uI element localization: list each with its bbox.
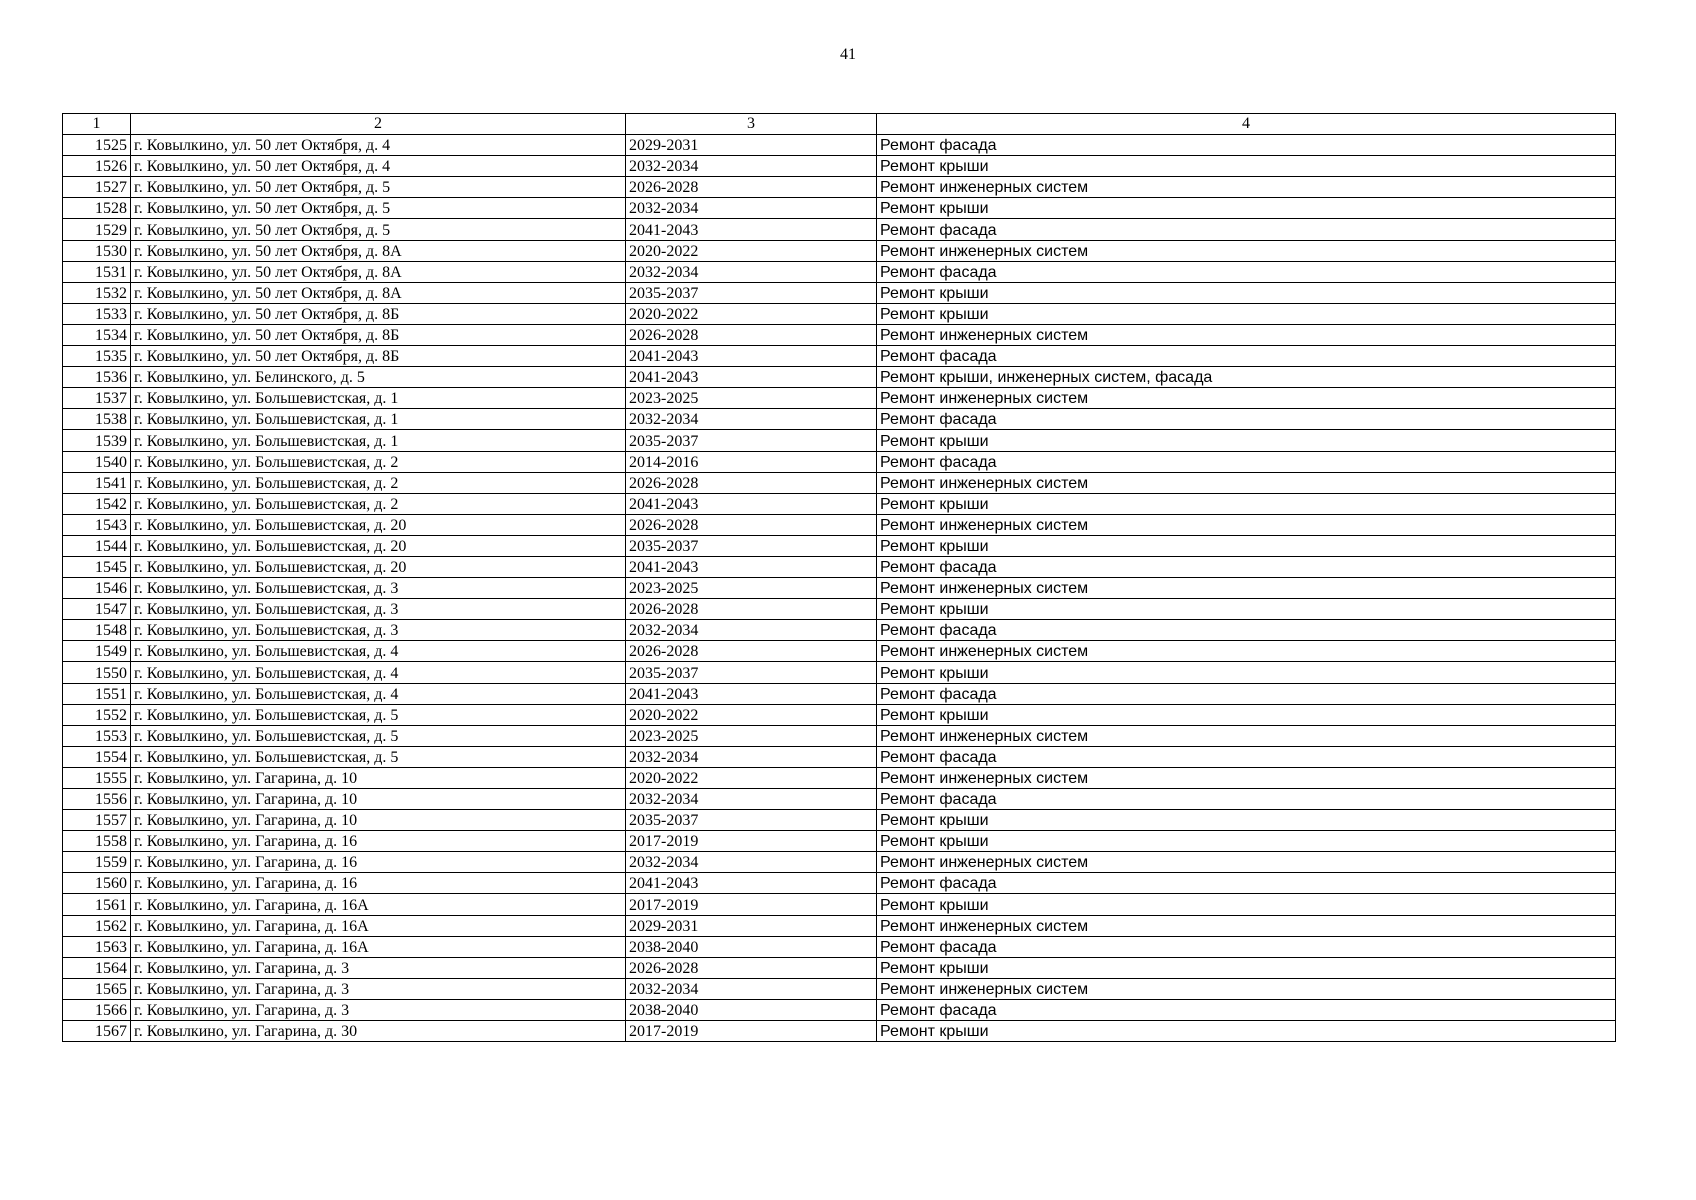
period-cell: 2020-2022 <box>626 704 877 725</box>
row-number-cell: 1535 <box>63 346 131 367</box>
table-row <box>63 767 1616 788</box>
work-type-cell: Ремонт инженерных систем <box>877 240 1616 261</box>
period-cell: 2032-2034 <box>626 261 877 282</box>
period-cell: 2038-2040 <box>626 936 877 957</box>
address-cell: г. Ковылкино, ул. Гагарина, д. 30 <box>131 1021 626 1042</box>
table-row <box>63 240 1616 261</box>
work-type-cell: Ремонт крыши <box>877 282 1616 303</box>
row-number-cell: 1545 <box>63 556 131 577</box>
period-cell: 2032-2034 <box>626 789 877 810</box>
work-type-cell: Ремонт фасада <box>877 451 1616 472</box>
table-row <box>63 704 1616 725</box>
period-cell: 2041-2043 <box>626 219 877 240</box>
row-number-cell: 1555 <box>63 767 131 788</box>
work-type-cell: Ремонт крыши <box>877 1021 1616 1042</box>
address-cell: г. Ковылкино, ул. 50 лет Октября, д. 8Б <box>131 346 626 367</box>
period-cell: 2038-2040 <box>626 999 877 1020</box>
address-cell: г. Ковылкино, ул. Большевистская, д. 4 <box>131 641 626 662</box>
table-row <box>63 367 1616 388</box>
address-cell: г. Ковылкино, ул. Гагарина, д. 16 <box>131 831 626 852</box>
address-cell: г. Ковылкино, ул. Большевистская, д. 5 <box>131 725 626 746</box>
row-number-cell: 1566 <box>63 999 131 1020</box>
address-cell: г. Ковылкино, ул. Большевистская, д. 20 <box>131 535 626 556</box>
table-row <box>63 430 1616 451</box>
work-type-cell: Ремонт инженерных систем <box>877 514 1616 535</box>
address-cell: г. Ковылкино, ул. Большевистская, д. 2 <box>131 451 626 472</box>
address-cell: г. Ковылкино, ул. Большевистская, д. 1 <box>131 430 626 451</box>
address-cell: г. Ковылкино, ул. 50 лет Октября, д. 8А <box>131 240 626 261</box>
row-number-cell: 1556 <box>63 789 131 810</box>
table-row <box>63 873 1616 894</box>
row-number-cell: 1527 <box>63 177 131 198</box>
period-cell: 2035-2037 <box>626 810 877 831</box>
table-row <box>63 978 1616 999</box>
row-number-cell: 1565 <box>63 978 131 999</box>
address-cell: г. Ковылкино, ул. Гагарина, д. 3 <box>131 978 626 999</box>
table-row <box>63 556 1616 577</box>
address-cell: г. Ковылкино, ул. 50 лет Октября, д. 5 <box>131 219 626 240</box>
table-row <box>63 683 1616 704</box>
row-number-cell: 1559 <box>63 852 131 873</box>
period-cell: 2032-2034 <box>626 978 877 999</box>
work-type-cell: Ремонт крыши <box>877 303 1616 324</box>
work-type-cell: Ремонт инженерных систем <box>877 641 1616 662</box>
row-number-cell: 1547 <box>63 599 131 620</box>
work-type-cell: Ремонт крыши <box>877 599 1616 620</box>
period-cell: 2020-2022 <box>626 303 877 324</box>
period-cell: 2023-2025 <box>626 725 877 746</box>
work-type-cell: Ремонт фасада <box>877 873 1616 894</box>
row-number-cell: 1552 <box>63 704 131 725</box>
work-type-cell: Ремонт инженерных систем <box>877 177 1616 198</box>
table-row <box>63 261 1616 282</box>
table-row <box>63 1021 1616 1042</box>
row-number-cell: 1525 <box>63 135 131 156</box>
row-number-cell: 1536 <box>63 367 131 388</box>
page-number: 41 <box>840 46 856 63</box>
table-row <box>63 388 1616 409</box>
row-number-cell: 1567 <box>63 1021 131 1042</box>
address-cell: г. Ковылкино, ул. Большевистская, д. 20 <box>131 556 626 577</box>
period-cell: 2041-2043 <box>626 873 877 894</box>
table-row <box>63 578 1616 599</box>
table-row <box>63 915 1616 936</box>
table-row <box>63 620 1616 641</box>
address-cell: г. Ковылкино, ул. Большевистская, д. 5 <box>131 704 626 725</box>
repair-schedule-table <box>62 113 1616 1042</box>
row-number-cell: 1561 <box>63 894 131 915</box>
work-type-cell: Ремонт фасада <box>877 620 1616 641</box>
table-row <box>63 725 1616 746</box>
row-number-cell: 1554 <box>63 746 131 767</box>
work-type-cell: Ремонт крыши <box>877 810 1616 831</box>
work-type-cell: Ремонт инженерных систем <box>877 388 1616 409</box>
period-cell: 2032-2034 <box>626 852 877 873</box>
period-cell: 2026-2028 <box>626 957 877 978</box>
row-number-cell: 1530 <box>63 240 131 261</box>
period-cell: 2035-2037 <box>626 662 877 683</box>
period-cell: 2035-2037 <box>626 535 877 556</box>
work-type-cell: Ремонт крыши <box>877 957 1616 978</box>
period-cell: 2026-2028 <box>626 641 877 662</box>
period-cell: 2041-2043 <box>626 367 877 388</box>
row-number-cell: 1550 <box>63 662 131 683</box>
work-type-cell: Ремонт фасада <box>877 219 1616 240</box>
period-cell: 2035-2037 <box>626 282 877 303</box>
address-cell: г. Ковылкино, ул. Большевистская, д. 1 <box>131 388 626 409</box>
address-cell: г. Ковылкино, ул. 50 лет Октября, д. 4 <box>131 156 626 177</box>
address-cell: г. Ковылкино, ул. Большевистская, д. 3 <box>131 599 626 620</box>
period-cell: 2032-2034 <box>626 156 877 177</box>
column-header-4: 4 <box>877 114 1616 135</box>
period-cell: 2041-2043 <box>626 683 877 704</box>
row-number-cell: 1546 <box>63 578 131 599</box>
period-cell: 2029-2031 <box>626 915 877 936</box>
work-type-cell: Ремонт крыши <box>877 662 1616 683</box>
row-number-cell: 1529 <box>63 219 131 240</box>
period-cell: 2026-2028 <box>626 177 877 198</box>
period-cell: 2032-2034 <box>626 620 877 641</box>
row-number-cell: 1526 <box>63 156 131 177</box>
address-cell: г. Ковылкино, ул. Гагарина, д. 10 <box>131 767 626 788</box>
row-number-cell: 1538 <box>63 409 131 430</box>
address-cell: г. Ковылкино, ул. Гагарина, д. 10 <box>131 810 626 831</box>
table-row <box>63 810 1616 831</box>
address-cell: г. Ковылкино, ул. Большевистская, д. 20 <box>131 514 626 535</box>
row-number-cell: 1532 <box>63 282 131 303</box>
address-cell: г. Ковылкино, ул. Большевистская, д. 4 <box>131 662 626 683</box>
work-type-cell: Ремонт фасада <box>877 135 1616 156</box>
table-row <box>63 599 1616 620</box>
table-row <box>63 746 1616 767</box>
work-type-cell: Ремонт фасада <box>877 999 1616 1020</box>
work-type-cell: Ремонт инженерных систем <box>877 324 1616 345</box>
work-type-cell: Ремонт фасада <box>877 683 1616 704</box>
address-cell: г. Ковылкино, ул. 50 лет Октября, д. 8Б <box>131 324 626 345</box>
row-number-cell: 1539 <box>63 430 131 451</box>
work-type-cell: Ремонт инженерных систем <box>877 978 1616 999</box>
table-row <box>63 936 1616 957</box>
period-cell: 2029-2031 <box>626 135 877 156</box>
work-type-cell: Ремонт фасада <box>877 789 1616 810</box>
address-cell: г. Ковылкино, ул. 50 лет Октября, д. 5 <box>131 177 626 198</box>
period-cell: 2020-2022 <box>626 240 877 261</box>
work-type-cell: Ремонт инженерных систем <box>877 915 1616 936</box>
row-number-cell: 1553 <box>63 725 131 746</box>
table-row <box>63 514 1616 535</box>
period-cell: 2041-2043 <box>626 493 877 514</box>
row-number-cell: 1563 <box>63 936 131 957</box>
row-number-cell: 1528 <box>63 198 131 219</box>
work-type-cell: Ремонт инженерных систем <box>877 578 1616 599</box>
work-type-cell: Ремонт крыши <box>877 831 1616 852</box>
work-type-cell: Ремонт крыши <box>877 535 1616 556</box>
address-cell: г. Ковылкино, ул. Гагарина, д. 16А <box>131 936 626 957</box>
period-cell: 2017-2019 <box>626 831 877 852</box>
address-cell: г. Ковылкино, ул. Гагарина, д. 16А <box>131 915 626 936</box>
table-row <box>63 894 1616 915</box>
address-cell: г. Ковылкино, ул. Большевистская, д. 1 <box>131 409 626 430</box>
row-number-cell: 1541 <box>63 472 131 493</box>
row-number-cell: 1533 <box>63 303 131 324</box>
work-type-cell: Ремонт фасада <box>877 409 1616 430</box>
period-cell: 2032-2034 <box>626 746 877 767</box>
work-type-cell: Ремонт инженерных систем <box>877 852 1616 873</box>
period-cell: 2020-2022 <box>626 767 877 788</box>
row-number-cell: 1564 <box>63 957 131 978</box>
row-number-cell: 1534 <box>63 324 131 345</box>
address-cell: г. Ковылкино, ул. 50 лет Октября, д. 5 <box>131 198 626 219</box>
period-cell: 2032-2034 <box>626 409 877 430</box>
address-cell: г. Ковылкино, ул. Гагарина, д. 16 <box>131 873 626 894</box>
table-row <box>63 535 1616 556</box>
table-row <box>63 409 1616 430</box>
column-header-1: 1 <box>63 114 131 135</box>
period-cell: 2041-2043 <box>626 346 877 367</box>
address-cell: г. Ковылкино, ул. Большевистская, д. 4 <box>131 683 626 704</box>
address-cell: г. Ковылкино, ул. 50 лет Октября, д. 8Б <box>131 303 626 324</box>
table-row <box>63 219 1616 240</box>
table-row <box>63 789 1616 810</box>
period-cell: 2017-2019 <box>626 894 877 915</box>
table-row <box>63 831 1616 852</box>
period-cell: 2014-2016 <box>626 451 877 472</box>
column-header-3: 3 <box>626 114 877 135</box>
work-type-cell: Ремонт крыши <box>877 894 1616 915</box>
address-cell: г. Ковылкино, ул. 50 лет Октября, д. 4 <box>131 135 626 156</box>
row-number-cell: 1551 <box>63 683 131 704</box>
table-body <box>63 135 1616 1042</box>
address-cell: г. Ковылкино, ул. Гагарина, д. 3 <box>131 957 626 978</box>
row-number-cell: 1548 <box>63 620 131 641</box>
row-number-cell: 1544 <box>63 535 131 556</box>
address-cell: г. Ковылкино, ул. Большевистская, д. 3 <box>131 578 626 599</box>
period-cell: 2023-2025 <box>626 388 877 409</box>
row-number-cell: 1560 <box>63 873 131 894</box>
work-type-cell: Ремонт фасада <box>877 556 1616 577</box>
table-row <box>63 346 1616 367</box>
work-type-cell: Ремонт фасада <box>877 746 1616 767</box>
work-type-cell: Ремонт фасада <box>877 346 1616 367</box>
work-type-cell: Ремонт крыши <box>877 198 1616 219</box>
period-cell: 2017-2019 <box>626 1021 877 1042</box>
address-cell: г. Ковылкино, ул. Белинского, д. 5 <box>131 367 626 388</box>
table-row <box>63 493 1616 514</box>
work-type-cell: Ремонт крыши <box>877 156 1616 177</box>
work-type-cell: Ремонт крыши, инженерных систем, фасада <box>877 367 1616 388</box>
table-row <box>63 957 1616 978</box>
work-type-cell: Ремонт крыши <box>877 493 1616 514</box>
work-type-cell: Ремонт крыши <box>877 704 1616 725</box>
table-row <box>63 135 1616 156</box>
address-cell: г. Ковылкино, ул. Гагарина, д. 16А <box>131 894 626 915</box>
table-row <box>63 156 1616 177</box>
row-number-cell: 1549 <box>63 641 131 662</box>
address-cell: г. Ковылкино, ул. Гагарина, д. 10 <box>131 789 626 810</box>
table-row <box>63 282 1616 303</box>
row-number-cell: 1558 <box>63 831 131 852</box>
row-number-cell: 1542 <box>63 493 131 514</box>
row-number-cell: 1531 <box>63 261 131 282</box>
row-number-cell: 1543 <box>63 514 131 535</box>
period-cell: 2026-2028 <box>626 599 877 620</box>
address-cell: г. Ковылкино, ул. Большевистская, д. 3 <box>131 620 626 641</box>
work-type-cell: Ремонт инженерных систем <box>877 472 1616 493</box>
table-row <box>63 641 1616 662</box>
address-cell: г. Ковылкино, ул. Гагарина, д. 3 <box>131 999 626 1020</box>
address-cell: г. Ковылкино, ул. Большевистская, д. 2 <box>131 493 626 514</box>
address-cell: г. Ковылкино, ул. Большевистская, д. 5 <box>131 746 626 767</box>
period-cell: 2023-2025 <box>626 578 877 599</box>
row-number-cell: 1562 <box>63 915 131 936</box>
period-cell: 2026-2028 <box>626 472 877 493</box>
table-row <box>63 999 1616 1020</box>
table-row <box>63 303 1616 324</box>
row-number-cell: 1540 <box>63 451 131 472</box>
table-row <box>63 472 1616 493</box>
table-row <box>63 852 1616 873</box>
address-cell: г. Ковылкино, ул. 50 лет Октября, д. 8А <box>131 261 626 282</box>
work-type-cell: Ремонт фасада <box>877 936 1616 957</box>
period-cell: 2035-2037 <box>626 430 877 451</box>
period-cell: 2032-2034 <box>626 198 877 219</box>
period-cell: 2041-2043 <box>626 556 877 577</box>
address-cell: г. Ковылкино, ул. 50 лет Октября, д. 8А <box>131 282 626 303</box>
period-cell: 2026-2028 <box>626 514 877 535</box>
address-cell: г. Ковылкино, ул. Гагарина, д. 16 <box>131 852 626 873</box>
row-number-cell: 1557 <box>63 810 131 831</box>
work-type-cell: Ремонт фасада <box>877 261 1616 282</box>
table-row <box>63 177 1616 198</box>
work-type-cell: Ремонт инженерных систем <box>877 725 1616 746</box>
work-type-cell: Ремонт крыши <box>877 430 1616 451</box>
row-number-cell: 1537 <box>63 388 131 409</box>
table-row <box>63 451 1616 472</box>
period-cell: 2026-2028 <box>626 324 877 345</box>
address-cell: г. Ковылкино, ул. Большевистская, д. 2 <box>131 472 626 493</box>
table-row <box>63 662 1616 683</box>
work-type-cell: Ремонт инженерных систем <box>877 767 1616 788</box>
header-row <box>63 114 1616 135</box>
table-row <box>63 198 1616 219</box>
column-header-2: 2 <box>131 114 626 135</box>
table-row <box>63 324 1616 345</box>
